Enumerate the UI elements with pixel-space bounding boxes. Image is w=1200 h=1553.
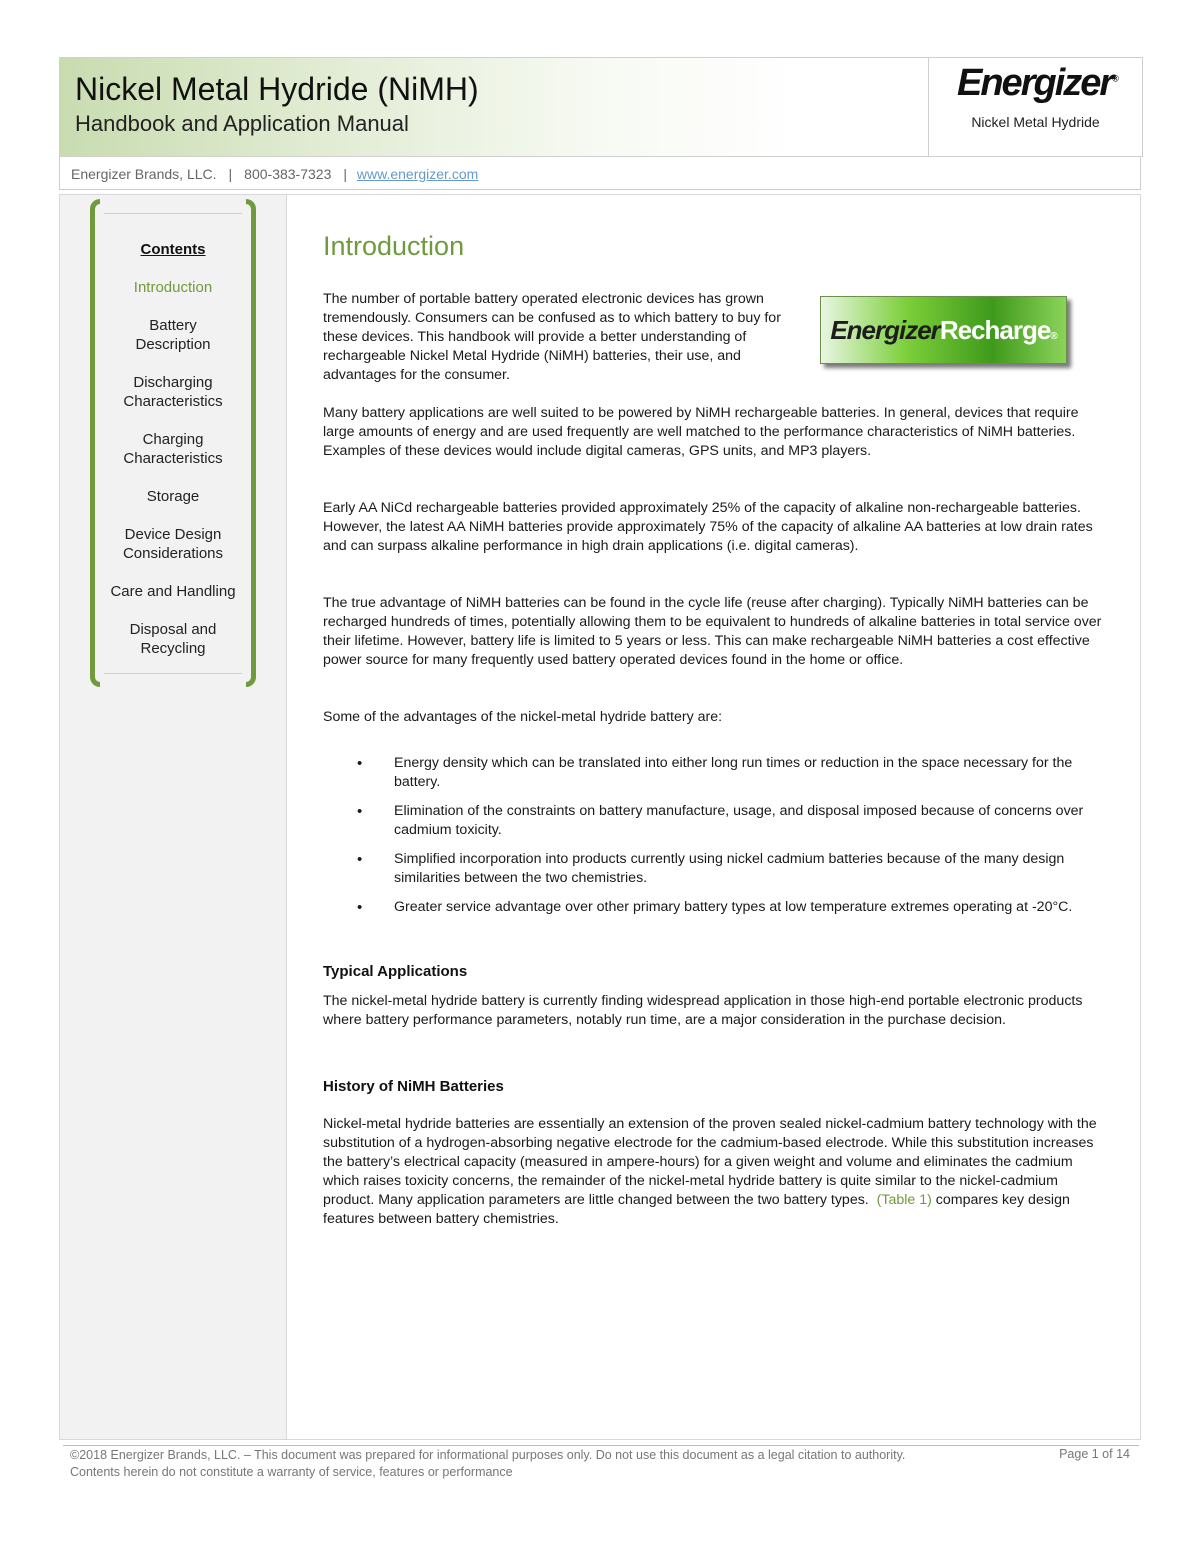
paragraph: The true advantage of NiMH batteries can be found in the cycle life (reuse after charging). Typically NiMH batteries can be recharged hundreds of times, potentially allowing them to be equivalent to hundreds of alkaline batteries in total service over their lifetime. However, battery life is limited to 5 years or less. This can make rechargeable NiMH batteries a cost effective power source for many frequently used battery operated devices found in the home or office. [323,595,1102,668]
applications-paragraph: The nickel-metal hydride battery is currently finding widespread application in those high-end portable electronic products where battery performance parameters, notably run time, are a major consideration in the purchase decision. [323,993,1083,1028]
list-item: • Energy density which can be translated into either long run times or reduction in the space necessary for the battery. [323,754,1108,792]
page-frame [59,194,1141,1440]
toc-item-introduction[interactable]: Introduction [133,279,213,296]
divider [104,213,242,214]
toc-title: Contents [140,241,206,258]
document-subtitle: Handbook and Application Manual [75,111,409,136]
toc-item-disposal[interactable]: Disposal and Recycling [129,621,217,657]
toc-item-battery-description[interactable]: Battery Description [135,317,211,353]
energizer-logo: Energizer® [957,62,1119,104]
toc-item-charging[interactable]: Charging Characteristics [123,431,223,467]
document-title: Nickel Metal Hydride (NiMH) [75,71,479,107]
paragraph: Some of the advantages of the nickel-metal hydride battery are: [323,709,723,725]
list-item: • Greater service advantage over other primary battery types at low temperature extremes operating at -20°C. [323,898,1108,917]
paragraph: Early AA NiCd rechargeable batteries provided approximately 25% of the capacity of alkaline non-rechargeable batteries. However, the latest AA NiMH batteries provide approximately 75% of the capacity of alkaline AA batteries at low drain rates and can surpass alkaline performance in high drain applications (i.e. digital cameras). [323,500,1093,554]
list-item: • Simplified incorporation into products currently using nickel cadmium batteries because of the many design similarities between the two chemistries. [323,850,1108,888]
history-heading: History of NiMH Batteries [323,1078,504,1095]
separator: | [228,166,233,182]
separator: | [343,166,347,182]
table-of-contents [90,199,256,687]
footer-disclaimer: ©2018 Energizer Brands, LLC. – This document was prepared for informational purposes only. Do not use this document as a legal citation to authority. Contents herein do not constitute a warranty of service, features or performance [70,1448,906,1479]
contact-bar [59,157,1141,190]
intro-paragraph: The number of portable battery operated electronic devices has grown tremendously. Consumers can be confused as to which battery to buy for these devices. This handbook will provide a better understanding of rechargeable Nickel Metal Hydride (NiMH) batteries, their use, and advantages for the consumer. [323,291,781,383]
history-paragraph: Nickel-metal hydride batteries are essentially an extension of the proven sealed nickel-cadmium battery technology with the substitution of a hydrogen-absorbing negative electrode for the cadmium-based electrode. While this substitution increases the battery’s electrical capacity (measured in ampere-hours) for a given weight and volume and eliminates the cadmium which raises toxicity concerns, the remainder of the nickel-metal hydride battery is quite similar to the nickel-cadmium product. Many application parameters are little changed between the two battery types. (Table 1) compares key design features between battery chemistries. [323,1116,1097,1227]
toc-list [90,278,256,677]
table-1-link[interactable]: (Table 1) [876,1192,932,1208]
footer-divider [63,1445,1139,1446]
toc-item-storage[interactable]: Storage [146,488,200,505]
list-item: • Elimination of the constraints on battery manufacture, usage, and disposal imposed because of concerns over cadmium toxicity. [323,802,1108,840]
toc-item-device-design[interactable]: Device Design Considerations [122,526,224,562]
paragraph: Many battery applications are well suited to be powered by NiMH rechargeable batteries. In general, devices that require large amounts of energy and are used frequently are well matched to the performance characteristics of NiMH batteries. Examples of these devices would include digital cameras, GPS units, and MP3 players. [323,405,1079,459]
toc-item-care-handling[interactable]: Care and Handling [110,583,236,600]
brand-box [928,58,1142,156]
section-title: Introduction [323,231,465,261]
energizer-recharge-logo [820,296,1067,364]
company-name: Energizer Brands, LLC. [71,166,217,182]
sidebar [60,195,287,1439]
phone-number: 800-383-7323 [244,166,332,182]
advantages-list [323,754,1108,927]
page-number: Page 1 of 14 [1059,1447,1130,1461]
applications-heading: Typical Applications [323,963,468,980]
recharge-logo-text: EnergizerRecharge® [830,315,1057,345]
document-header [59,57,1143,157]
toc-item-discharging[interactable]: Discharging Characteristics [123,374,223,410]
website-link[interactable]: www.energizer.com [356,166,479,182]
brand-caption: Nickel Metal Hydride [971,114,1100,130]
